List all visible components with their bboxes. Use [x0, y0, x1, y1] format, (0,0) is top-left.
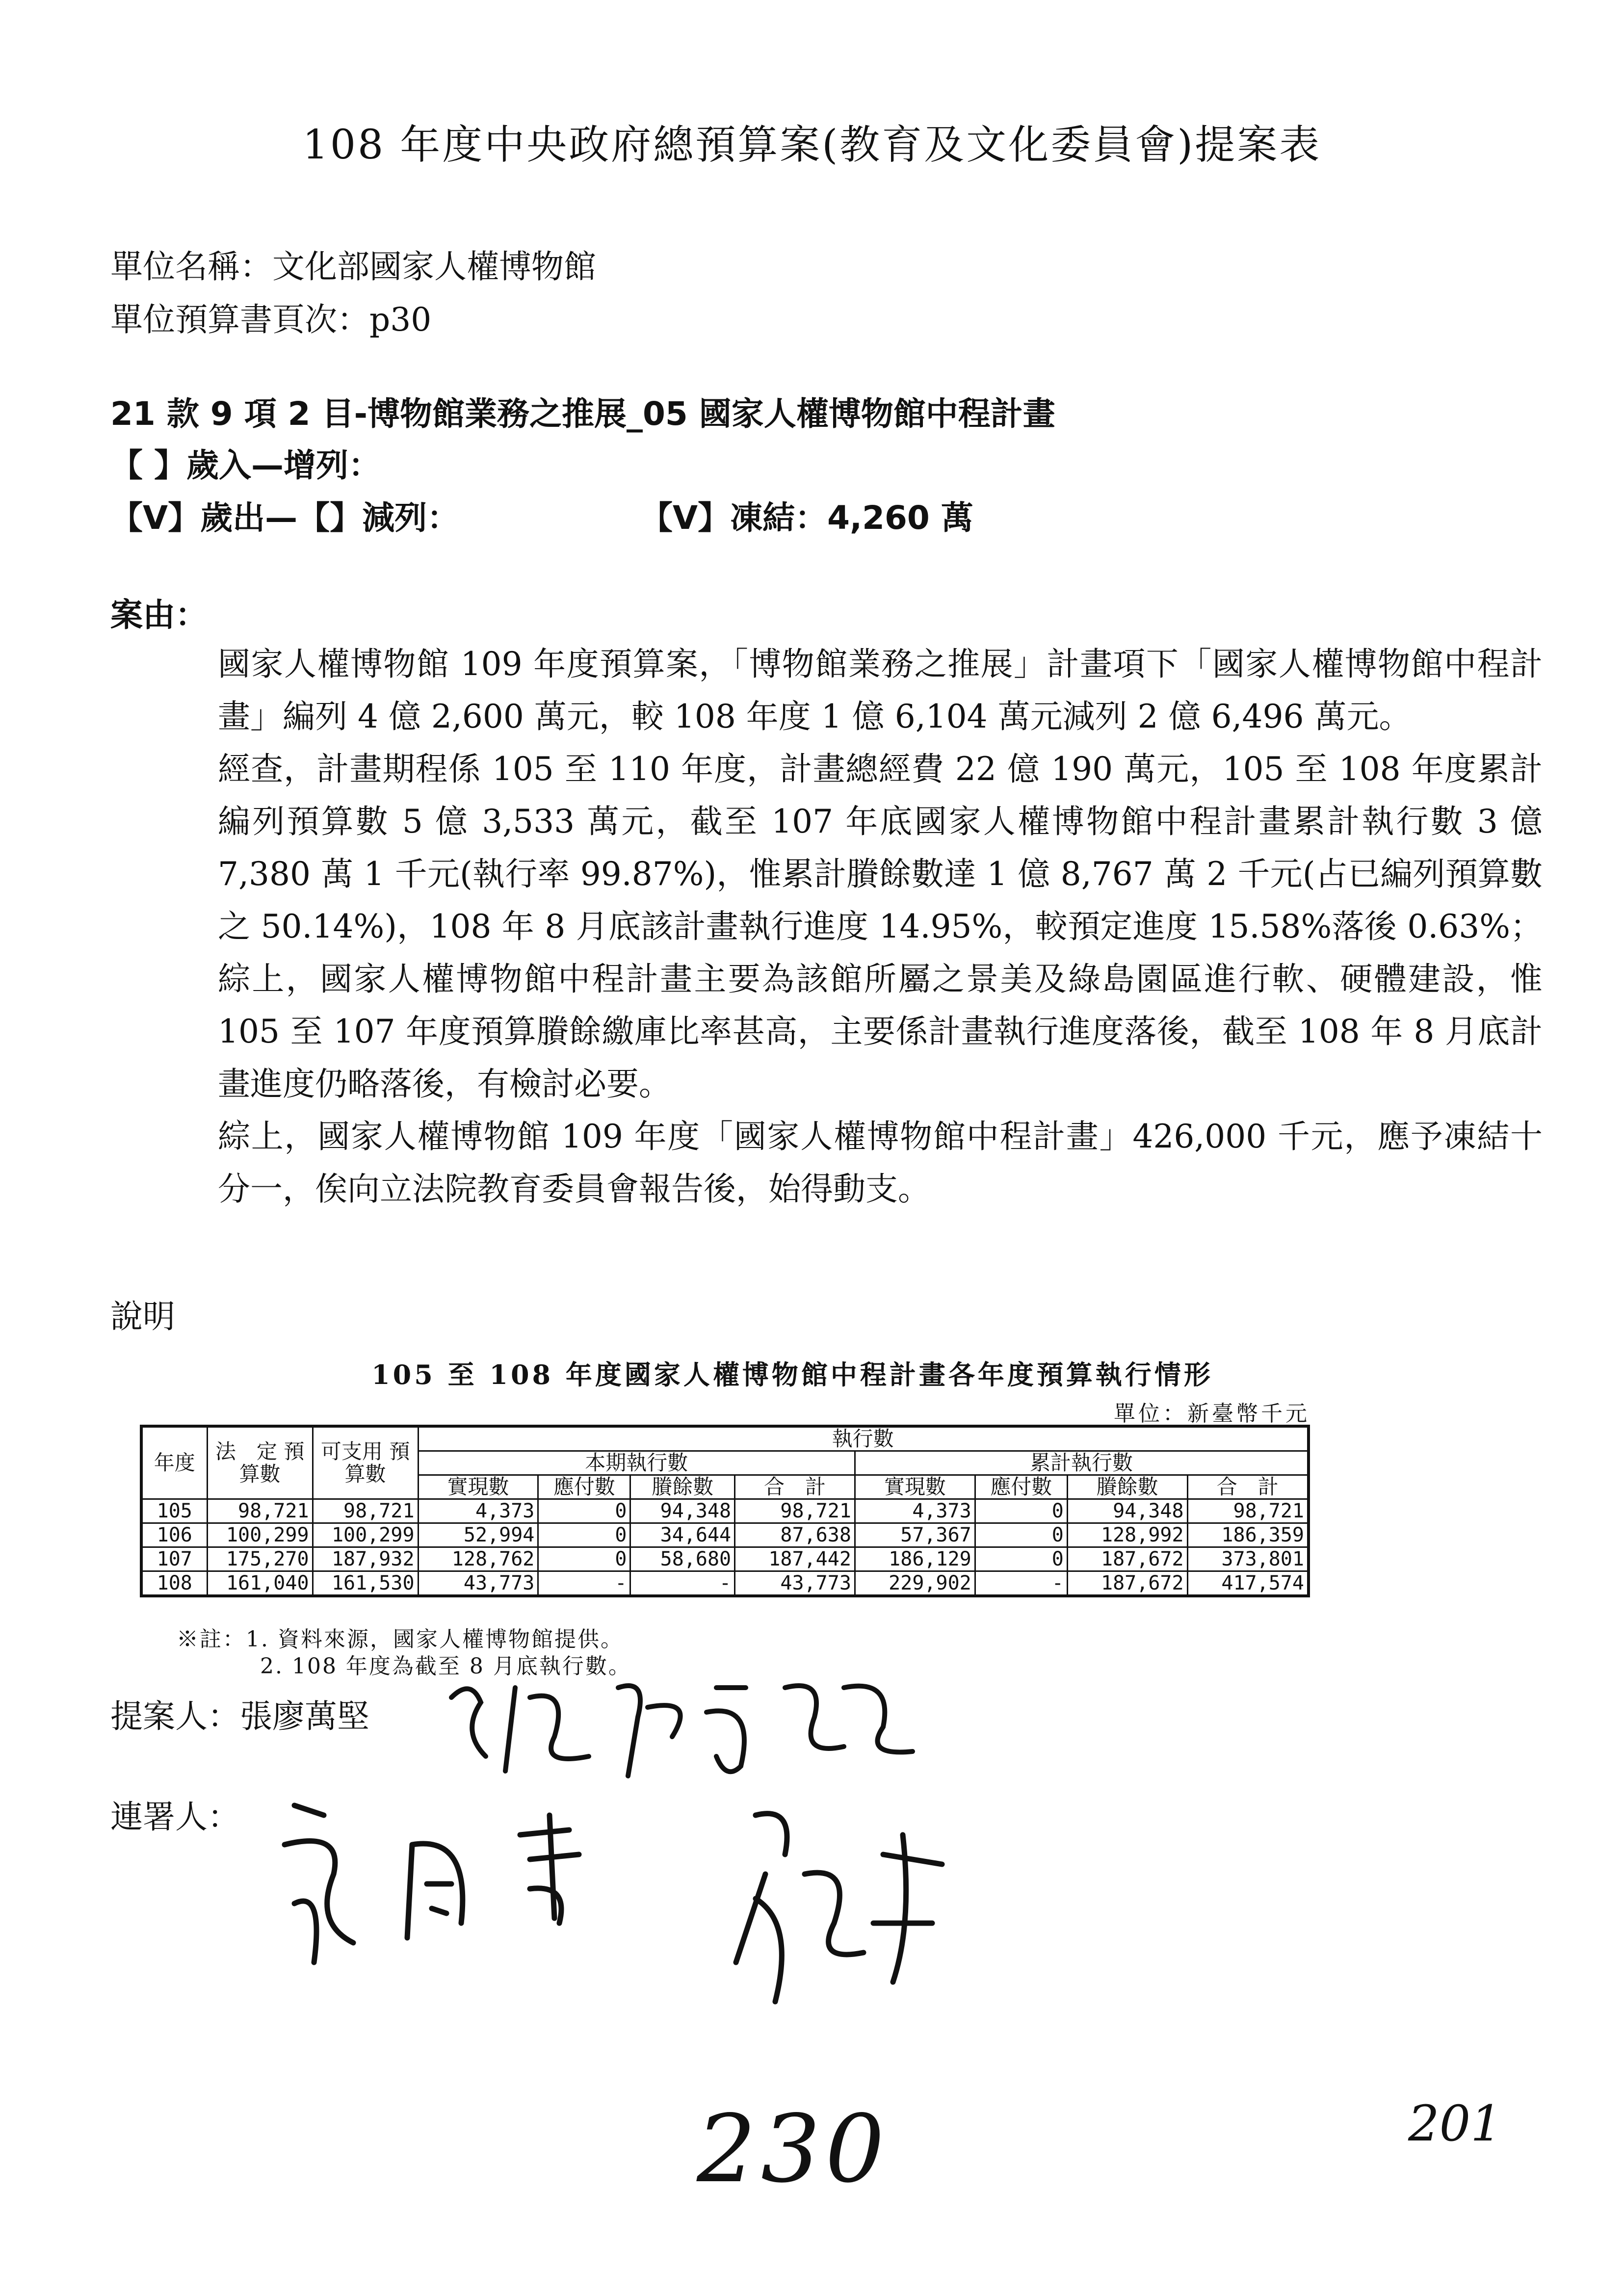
reason-body	[218, 638, 1543, 1215]
value-cell: 57,367	[855, 1523, 975, 1547]
header-legal-budget: 法 定 預算數	[207, 1426, 313, 1499]
table-note-1: ※註：1. 資料來源，國家人權博物館提供。	[177, 1627, 624, 1652]
document-title: 108 年度中央政府總預算案(教育及文化委員會)提案表	[302, 122, 1322, 168]
cosigners-label: 連署人：	[110, 1798, 240, 1836]
freeze-amount: 【V】凍結：4,260 萬	[640, 499, 973, 537]
value-cell: 187,672	[1067, 1571, 1187, 1596]
signature-proposer	[442, 1658, 1006, 1786]
value-cell: 0	[538, 1499, 630, 1523]
value-cell: 52,994	[418, 1523, 538, 1547]
value-cell: 186,359	[1187, 1523, 1309, 1547]
reason-paragraph: 經查，計畫期程係 105 至 110 年度，計畫總經費 22 億 190 萬元，105 至 108 年度累計編列預算數 5 億 3,533 萬元，截至 107 年底國家人權博物館中程計畫累計執行數 3 億 7,380 萬 1 千元(執行率 99.87%)，惟累計賸餘數達 1 億 8,767 萬 2 千元(占已編列預算數之 50.14%)，108 年 8 月底該計畫執行進度 14.95%，較預定進度 15.58%落後 0.63%；綜上，國家人權博物館中程計畫主要為該館所屬之景美及綠島園區進行軟、硬體建設，惟 105 至 107 年度預算賸餘繳庫比率甚高，主要係計畫執行進度落後，截至 108 年 8 月底計畫進度仍略落後，有檢討必要。	[218, 750, 1543, 1103]
budget-page: 單位預算書頁次：p30	[110, 301, 432, 339]
handwritten-page-number: 230	[697, 2095, 890, 2203]
value-cell: 161,530	[313, 1571, 418, 1596]
explain-label: 說明	[110, 1298, 175, 1335]
value-cell: 128,992	[1067, 1523, 1187, 1547]
subheader: 實現數	[855, 1475, 975, 1499]
table-title: 105 至 108 年度國家人權博物館中程計畫各年度預算執行情形	[371, 1359, 1213, 1390]
value-cell: 98,721	[313, 1499, 418, 1523]
year-cell: 108	[141, 1571, 207, 1596]
value-cell: 100,299	[313, 1523, 418, 1547]
value-cell: 0	[975, 1547, 1067, 1571]
subheader: 賸餘數	[1067, 1475, 1187, 1499]
value-cell: 187,932	[313, 1547, 418, 1571]
table-row	[141, 1499, 1309, 1523]
value-cell: -	[630, 1571, 735, 1596]
table-unit: 單位：新臺幣千元	[1114, 1401, 1310, 1426]
value-cell: 175,270	[207, 1547, 313, 1571]
value-cell: 98,721	[207, 1499, 313, 1523]
value-cell: 4,373	[418, 1499, 538, 1523]
value-cell: 4,373	[855, 1499, 975, 1523]
value-cell: 43,773	[735, 1571, 855, 1596]
value-cell: 94,348	[1067, 1499, 1187, 1523]
value-cell: 187,442	[735, 1547, 855, 1571]
table-row	[141, 1523, 1309, 1547]
table-row	[141, 1571, 1309, 1596]
value-cell: 98,721	[735, 1499, 855, 1523]
value-cell: -	[538, 1571, 630, 1596]
header-year: 年度	[141, 1426, 207, 1499]
value-cell: -	[975, 1571, 1067, 1596]
reason-paragraph: 國家人權博物館 109 年度預算案，「博物館業務之推展」計畫項下「國家人權博物館中程計畫」編列 4 億 2,600 萬元，較 108 年度 1 億 6,104 萬元減列 2 億 6,496 萬元。	[218, 645, 1543, 735]
year-cell: 107	[141, 1547, 207, 1571]
budget-execution-table	[140, 1425, 1310, 1597]
budget-item: 21 款 9 項 2 目-博物館業務之推展_05 國家人權博物館中程計畫	[110, 395, 1055, 433]
subheader: 應付數	[975, 1475, 1067, 1499]
value-cell: 373,801	[1187, 1547, 1309, 1571]
value-cell: 229,902	[855, 1571, 975, 1596]
header-current-period: 本期執行數	[418, 1451, 855, 1475]
subheader: 合 計	[1187, 1475, 1309, 1499]
value-cell: 87,638	[735, 1523, 855, 1547]
value-cell: 0	[538, 1523, 630, 1547]
year-cell: 106	[141, 1523, 207, 1547]
value-cell: 161,040	[207, 1571, 313, 1596]
subheader: 實現數	[418, 1475, 538, 1499]
subheader: 賸餘數	[630, 1475, 735, 1499]
subheader: 應付數	[538, 1475, 630, 1499]
year-cell: 105	[141, 1499, 207, 1523]
value-cell: 128,762	[418, 1547, 538, 1571]
reason-label: 案由：	[110, 596, 208, 634]
value-cell: 94,348	[630, 1499, 735, 1523]
value-cell: 187,672	[1067, 1547, 1187, 1571]
value-cell: 58,680	[630, 1547, 735, 1571]
proposer: 提案人：張廖萬堅	[110, 1697, 369, 1735]
corner-page-number: 201	[1408, 2095, 1502, 2152]
table-row	[141, 1547, 1309, 1571]
reason-paragraph: 綜上，國家人權博物館 109 年度「國家人權博物館中程計畫」426,000 千元，應予凍結十分一，俟向立法院教育委員會報告後，始得動支。	[218, 1118, 1543, 1208]
value-cell: 98,721	[1187, 1499, 1309, 1523]
expense-line: 【V】歲出—【】減列：	[110, 499, 460, 537]
value-cell: 0	[538, 1547, 630, 1571]
value-cell: 0	[975, 1523, 1067, 1547]
header-cumulative: 累計執行數	[855, 1451, 1309, 1475]
value-cell: 100,299	[207, 1523, 313, 1547]
revenue-line: 【 】歲入—增列：	[110, 446, 381, 484]
header-execution: 執行數	[418, 1426, 1309, 1451]
value-cell: 43,773	[418, 1571, 538, 1596]
table-note-2: 2. 108 年度為截至 8 月底執行數。	[260, 1654, 631, 1679]
value-cell: 186,129	[855, 1547, 975, 1571]
value-cell: 34,644	[630, 1523, 735, 1547]
unit-name: 單位名稱：文化部國家人權博物館	[110, 248, 596, 286]
subheader: 合 計	[735, 1475, 855, 1499]
signature-cosigners	[265, 1776, 1148, 2051]
header-available-budget: 可支用 預算數	[313, 1426, 418, 1499]
value-cell: 417,574	[1187, 1571, 1309, 1596]
value-cell: 0	[975, 1499, 1067, 1523]
